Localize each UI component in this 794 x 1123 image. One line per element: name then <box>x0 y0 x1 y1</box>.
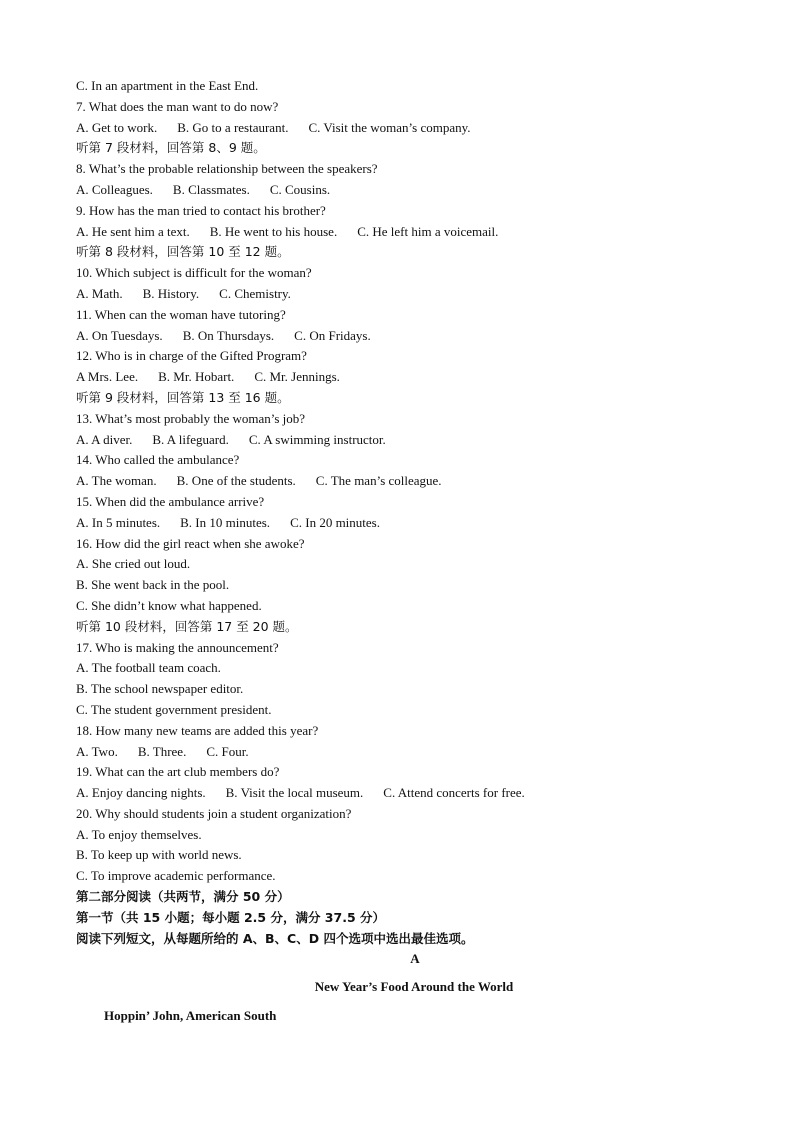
question-line: 13. What’s most probably the woman’s job? <box>76 410 306 426</box>
answer-option: B. Classmates. <box>172 181 250 197</box>
answer-option: B. Visit the local museum. <box>225 785 364 801</box>
answer-option: B. History. <box>142 285 200 301</box>
answer-option: B. A lifeguard. <box>152 431 229 447</box>
question-line: C. In an apartment in the East End. <box>76 78 259 93</box>
answer-option: B. On Thursdays. <box>182 327 275 343</box>
answer-option: A. Get to work. <box>76 119 158 135</box>
answer-options-row <box>76 284 756 305</box>
passage-subheading: Hoppin’ John, American South <box>104 1008 277 1023</box>
question-line: 听第 8 段材料，回答第 10 至 12 题。 <box>76 244 290 260</box>
answer-options-row <box>76 118 756 139</box>
answer-option: C. Visit the woman’s company. <box>308 119 471 135</box>
section-heading: 阅读下列短文，从每题所给的 A、B、C、D 四个选项中选出最佳选项。 <box>76 930 474 946</box>
answer-option: A. On Tuesdays. <box>76 327 163 343</box>
answer-options-row <box>76 783 756 804</box>
answer-option: C. Four. <box>206 743 249 759</box>
answer-option: C. Chemistry. <box>219 285 291 301</box>
answer-option: B. In 10 minutes. <box>180 514 271 530</box>
answer-options-row <box>76 222 756 243</box>
answer-option: C. He left him a voicemail. <box>357 223 499 239</box>
answer-options-row <box>76 326 756 347</box>
question-line: B. The school newspaper editor. <box>76 681 244 697</box>
question-line: B. To keep up with world news. <box>76 847 242 863</box>
question-list <box>76 76 756 949</box>
answer-option: B. Mr. Hobart. <box>158 369 235 385</box>
question-line: 17. Who is making the announcement? <box>76 639 279 655</box>
answer-option: C. A swimming instructor. <box>248 431 386 447</box>
question-line: C. She didn’t know what happened. <box>76 597 262 613</box>
answer-option: C. On Fridays. <box>294 327 371 343</box>
answer-options-row <box>76 513 756 534</box>
answer-option: B. Three. <box>137 743 187 759</box>
answer-option: A. In 5 minutes. <box>76 514 161 530</box>
answer-option: C. Mr. Jennings. <box>254 369 340 385</box>
answer-options-row <box>76 180 756 201</box>
question-line: 18. How many new teams are added this year? <box>76 722 319 738</box>
question-line: 8. What’s the probable relationship between the speakers? <box>76 161 378 177</box>
question-line: 20. Why should students join a student organization? <box>76 805 352 821</box>
answer-option: A. He sent him a text. <box>76 223 190 239</box>
question-line: 7. What does the man want to do now? <box>76 98 279 114</box>
answer-option: C. Cousins. <box>269 181 331 197</box>
answer-option: A. Colleagues. <box>76 181 153 197</box>
question-line: 听第 10 段材料，回答第 17 至 20 题。 <box>76 618 298 634</box>
answer-option: A Mrs. Lee. <box>76 369 139 385</box>
section-heading: 第一节（共 15 小题；每小题 2.5 分，满分 37.5 分） <box>76 909 385 925</box>
section-heading: 第二部分阅读（共两节，满分 50 分） <box>76 889 290 905</box>
question-line: 听第 9 段材料，回答第 13 至 16 题。 <box>76 389 290 405</box>
answer-option: A. A diver. <box>76 431 133 447</box>
question-line: C. To improve academic performance. <box>76 868 276 884</box>
answer-option: C. The man’s colleague. <box>315 473 442 489</box>
question-line: 12. Who is in charge of the Gifted Program? <box>76 348 307 364</box>
question-line: A. The football team coach. <box>76 660 221 676</box>
answer-options-row <box>76 367 756 388</box>
question-line: 14. Who called the ambulance? <box>76 452 240 468</box>
question-line: 16. How did the girl react when she awoke? <box>76 535 305 551</box>
question-line: 11. When can the woman have tutoring? <box>76 306 286 322</box>
answer-option: B. Go to a restaurant. <box>177 119 289 135</box>
answer-option: A. Enjoy dancing nights. <box>76 785 206 801</box>
answer-options-row <box>76 742 756 763</box>
answer-option: C. In 20 minutes. <box>290 514 380 530</box>
answer-option: A. The woman. <box>76 473 157 489</box>
answer-options-row <box>76 430 756 451</box>
question-line: B. She went back in the pool. <box>76 577 230 593</box>
answer-option: A. Math. <box>76 285 123 301</box>
question-line: 19. What can the art club members do? <box>76 764 280 780</box>
answer-options-row <box>76 471 756 492</box>
question-line: C. The student government president. <box>76 701 272 717</box>
answer-option: A. Two. <box>76 743 118 759</box>
passage-title: New Year’s Food Around the World <box>314 979 514 994</box>
question-line: A. She cried out loud. <box>76 556 191 572</box>
question-line: 9. How has the man tried to contact his brother? <box>76 202 326 218</box>
question-line: 15. When did the ambulance arrive? <box>76 493 265 509</box>
answer-option: C. Attend concerts for free. <box>383 785 525 801</box>
question-line: A. To enjoy themselves. <box>76 826 202 842</box>
answer-option: B. One of the students. <box>176 473 296 489</box>
question-line: 听第 7 段材料，回答第 8、9 题。 <box>76 140 266 156</box>
passage-letter: A <box>410 951 420 966</box>
question-line: 10. Which subject is difficult for the woman? <box>76 265 312 281</box>
answer-option: B. He went to his house. <box>209 223 338 239</box>
